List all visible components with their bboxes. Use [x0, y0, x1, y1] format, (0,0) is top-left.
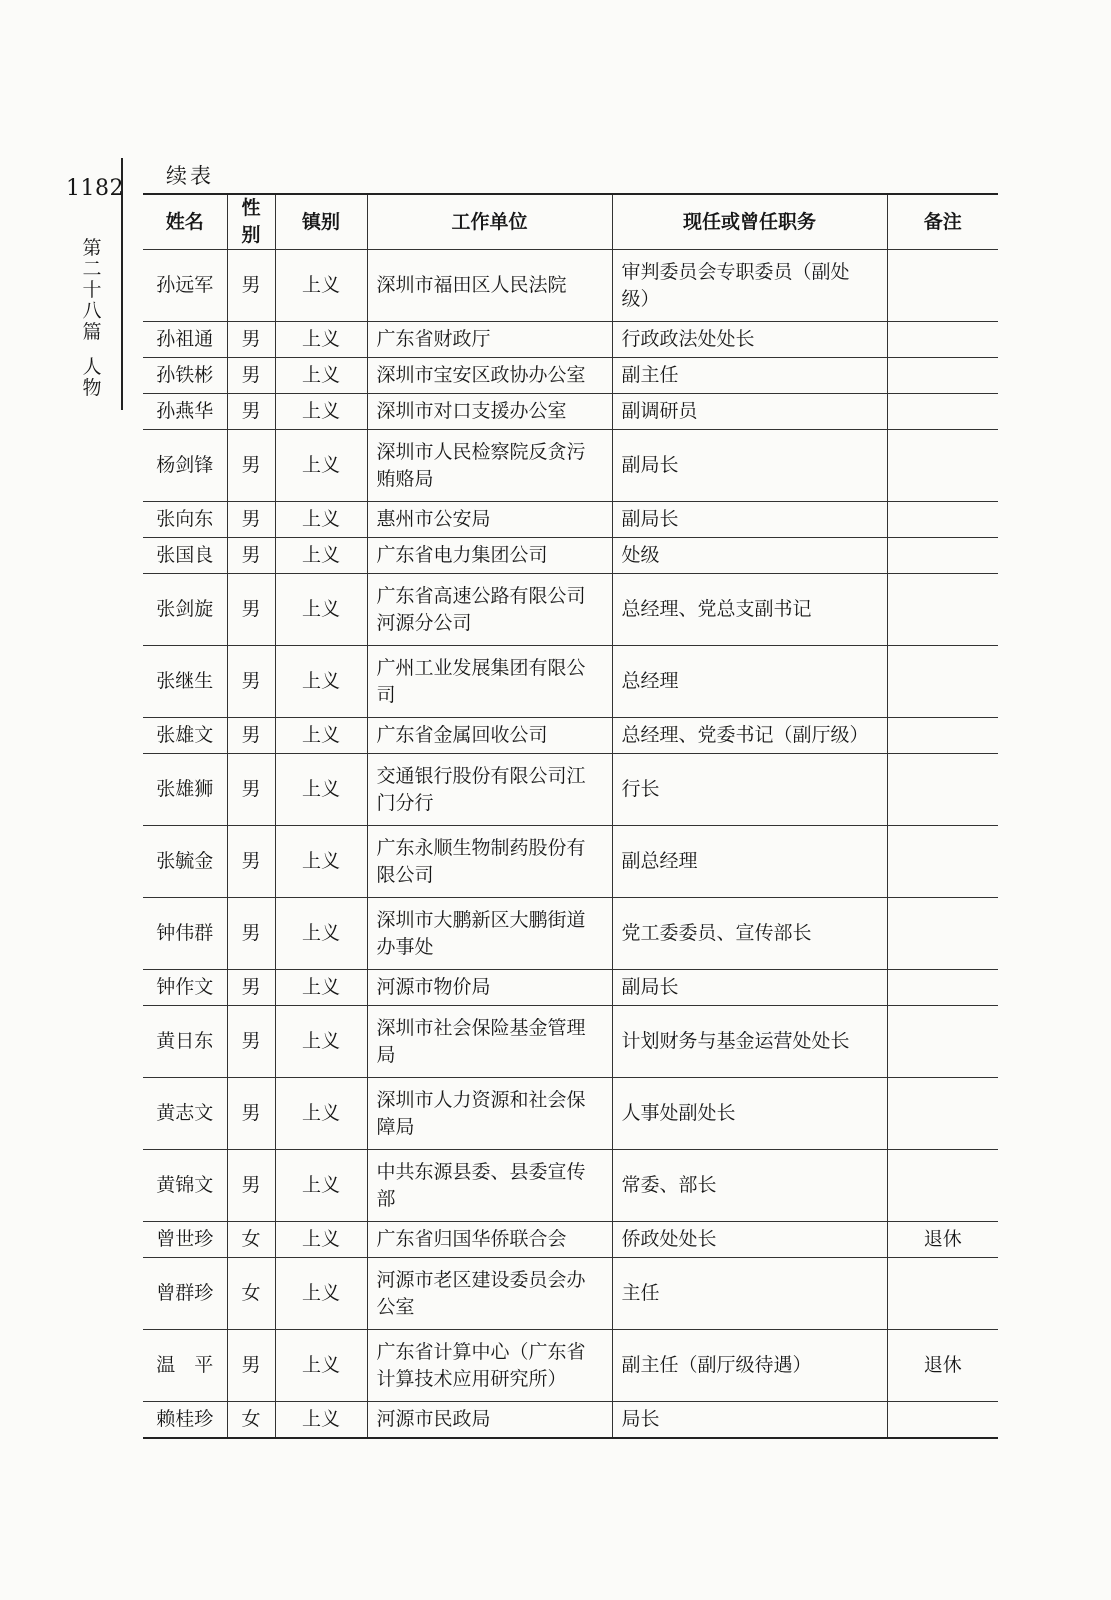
- section-heading-char: 二: [82, 258, 102, 280]
- cell-town: 上义: [275, 898, 367, 970]
- cell-sex: 女: [227, 1258, 275, 1330]
- cell-town: 上义: [275, 430, 367, 502]
- section-heading-char: 人: [82, 356, 102, 378]
- cell-position: 行政政法处处长: [612, 322, 887, 358]
- cell-position: 主任: [612, 1258, 887, 1330]
- table-row: [143, 358, 998, 394]
- cell-unit: 惠州市公安局: [367, 502, 612, 538]
- cell-town: 上义: [275, 646, 367, 718]
- cell-name: 张雄文: [143, 718, 227, 754]
- cell-position: 副局长: [612, 430, 887, 502]
- margin-rule: [121, 158, 123, 410]
- cell-unit: 深圳市人力资源和社会保障局: [367, 1078, 612, 1150]
- cell-note: [887, 1402, 998, 1439]
- cell-name: 曾世珍: [143, 1222, 227, 1258]
- cell-unit: 河源市物价局: [367, 970, 612, 1006]
- cell-position: 副主任（副厅级待遇）: [612, 1330, 887, 1402]
- cell-unit: 广东省高速公路有限公司河源分公司: [367, 574, 612, 646]
- cell-sex: 男: [227, 1330, 275, 1402]
- header-sex: 性别: [227, 194, 275, 250]
- table-header-row: [143, 194, 998, 250]
- table-row: [143, 250, 998, 322]
- cell-name: 孙祖通: [143, 322, 227, 358]
- table-row: [143, 1150, 998, 1222]
- table-row: [143, 826, 998, 898]
- table-row: [143, 718, 998, 754]
- cell-sex: 男: [227, 250, 275, 322]
- cell-name: 黄日东: [143, 1006, 227, 1078]
- cell-position: 副主任: [612, 358, 887, 394]
- cell-position: 局长: [612, 1402, 887, 1439]
- cell-position: 党工委委员、宣传部长: [612, 898, 887, 970]
- cell-name: 黄锦文: [143, 1150, 227, 1222]
- cell-name: 张毓金: [143, 826, 227, 898]
- cell-sex: 男: [227, 574, 275, 646]
- personnel-table: [143, 193, 998, 1439]
- table-row: [143, 1222, 998, 1258]
- table-caption: 续表: [166, 164, 214, 188]
- cell-unit: 深圳市大鹏新区大鹏街道办事处: [367, 898, 612, 970]
- cell-town: 上义: [275, 826, 367, 898]
- cell-note: [887, 754, 998, 826]
- cell-note: [887, 826, 998, 898]
- cell-town: 上义: [275, 1330, 367, 1402]
- table-row: [143, 1078, 998, 1150]
- cell-unit: 广东省电力集团公司: [367, 538, 612, 574]
- cell-sex: 男: [227, 394, 275, 430]
- cell-name: 孙远军: [143, 250, 227, 322]
- cell-town: 上义: [275, 358, 367, 394]
- cell-position: 副调研员: [612, 394, 887, 430]
- header-position: 现任或曾任职务: [612, 194, 887, 250]
- cell-sex: 男: [227, 1078, 275, 1150]
- cell-town: 上义: [275, 322, 367, 358]
- cell-town: 上义: [275, 1078, 367, 1150]
- cell-unit: 深圳市福田区人民法院: [367, 250, 612, 322]
- cell-name: 张向东: [143, 502, 227, 538]
- cell-note: [887, 1258, 998, 1330]
- cell-position: 审判委员会专职委员（副处级）: [612, 250, 887, 322]
- cell-town: 上义: [275, 754, 367, 826]
- cell-unit: 中共东源县委、县委宣传部: [367, 1150, 612, 1222]
- cell-town: 上义: [275, 574, 367, 646]
- cell-note: [887, 574, 998, 646]
- section-heading-char: 八: [82, 300, 102, 322]
- cell-town: 上义: [275, 1222, 367, 1258]
- cell-note: 退休: [887, 1222, 998, 1258]
- cell-position: 总经理、党委书记（副厅级）: [612, 718, 887, 754]
- section-heading-char: 篇: [82, 321, 102, 343]
- cell-position: 计划财务与基金运营处处长: [612, 1006, 887, 1078]
- section-heading-char: 十: [82, 279, 102, 301]
- cell-town: 上义: [275, 1150, 367, 1222]
- cell-note: [887, 250, 998, 322]
- table-body: [143, 250, 998, 1439]
- cell-note: [887, 646, 998, 718]
- cell-position: 副总经理: [612, 826, 887, 898]
- cell-sex: 男: [227, 826, 275, 898]
- cell-name: 钟作文: [143, 970, 227, 1006]
- cell-sex: 男: [227, 1006, 275, 1078]
- cell-town: 上义: [275, 718, 367, 754]
- cell-position: 行长: [612, 754, 887, 826]
- table-row: [143, 394, 998, 430]
- cell-unit: 广东省财政厅: [367, 322, 612, 358]
- cell-name: 张继生: [143, 646, 227, 718]
- cell-note: [887, 1006, 998, 1078]
- cell-unit: 广东省归国华侨联合会: [367, 1222, 612, 1258]
- cell-unit: 深圳市社会保险基金管理局: [367, 1006, 612, 1078]
- cell-position: 总经理: [612, 646, 887, 718]
- cell-town: 上义: [275, 394, 367, 430]
- cell-unit: 广东永顺生物制药股份有限公司: [367, 826, 612, 898]
- cell-sex: 女: [227, 1222, 275, 1258]
- cell-unit: 深圳市宝安区政协办公室: [367, 358, 612, 394]
- cell-note: 退休: [887, 1330, 998, 1402]
- cell-name: 张剑旋: [143, 574, 227, 646]
- cell-sex: 男: [227, 358, 275, 394]
- cell-note: [887, 970, 998, 1006]
- cell-sex: 男: [227, 646, 275, 718]
- cell-note: [887, 1078, 998, 1150]
- cell-position: 处级: [612, 538, 887, 574]
- cell-unit: 深圳市对口支援办公室: [367, 394, 612, 430]
- cell-unit: 广东省金属回收公司: [367, 718, 612, 754]
- cell-name: 张国良: [143, 538, 227, 574]
- cell-unit: 河源市老区建设委员会办公室: [367, 1258, 612, 1330]
- cell-unit: 广东省计算中心（广东省计算技术应用研究所）: [367, 1330, 612, 1402]
- cell-unit: 河源市民政局: [367, 1402, 612, 1439]
- header-town: 镇别: [275, 194, 367, 250]
- cell-sex: 男: [227, 502, 275, 538]
- cell-town: 上义: [275, 1402, 367, 1439]
- cell-name: 曾群珍: [143, 1258, 227, 1330]
- cell-name: 孙燕华: [143, 394, 227, 430]
- cell-unit: 交通银行股份有限公司江门分行: [367, 754, 612, 826]
- table-row: [143, 970, 998, 1006]
- cell-town: 上义: [275, 502, 367, 538]
- cell-sex: 男: [227, 970, 275, 1006]
- cell-name: 杨剑锋: [143, 430, 227, 502]
- page-number: 1182: [66, 176, 124, 201]
- cell-note: [887, 502, 998, 538]
- cell-sex: 男: [227, 898, 275, 970]
- table-row: [143, 1402, 998, 1439]
- cell-sex: 男: [227, 1150, 275, 1222]
- section-heading-gap: [81, 343, 103, 357]
- cell-town: 上义: [275, 1006, 367, 1078]
- cell-town: 上义: [275, 250, 367, 322]
- cell-sex: 男: [227, 754, 275, 826]
- section-heading: [81, 238, 103, 399]
- table-row: [143, 1258, 998, 1330]
- cell-note: [887, 718, 998, 754]
- cell-note: [887, 430, 998, 502]
- cell-town: 上义: [275, 970, 367, 1006]
- section-heading-char: 第: [82, 237, 102, 259]
- table-row: [143, 1330, 998, 1402]
- table-row: [143, 502, 998, 538]
- cell-note: [887, 394, 998, 430]
- cell-unit: 深圳市人民检察院反贪污贿赂局: [367, 430, 612, 502]
- cell-town: 上义: [275, 1258, 367, 1330]
- table-row: [143, 322, 998, 358]
- cell-note: [887, 358, 998, 394]
- cell-position: 总经理、党总支副书记: [612, 574, 887, 646]
- table-row: [143, 1006, 998, 1078]
- cell-note: [887, 322, 998, 358]
- cell-note: [887, 898, 998, 970]
- cell-sex: 男: [227, 718, 275, 754]
- cell-position: 人事处副处长: [612, 1078, 887, 1150]
- cell-position: 侨政处处长: [612, 1222, 887, 1258]
- cell-name: 钟伟群: [143, 898, 227, 970]
- cell-name: 张雄狮: [143, 754, 227, 826]
- cell-sex: 男: [227, 322, 275, 358]
- cell-unit: 广州工业发展集团有限公司: [367, 646, 612, 718]
- table-row: [143, 898, 998, 970]
- header-note: 备注: [887, 194, 998, 250]
- table-row: [143, 646, 998, 718]
- cell-town: 上义: [275, 538, 367, 574]
- table-row: [143, 574, 998, 646]
- cell-name: 温 平: [143, 1330, 227, 1402]
- section-heading-char: 物: [82, 377, 102, 399]
- cell-note: [887, 538, 998, 574]
- header-unit: 工作单位: [367, 194, 612, 250]
- table-row: [143, 430, 998, 502]
- cell-sex: 男: [227, 538, 275, 574]
- header-name: 姓名: [143, 194, 227, 250]
- cell-position: 副局长: [612, 502, 887, 538]
- cell-name: 孙铁彬: [143, 358, 227, 394]
- cell-name: 赖桂珍: [143, 1402, 227, 1439]
- cell-position: 常委、部长: [612, 1150, 887, 1222]
- cell-position: 副局长: [612, 970, 887, 1006]
- cell-sex: 男: [227, 430, 275, 502]
- cell-sex: 女: [227, 1402, 275, 1439]
- table-row: [143, 538, 998, 574]
- table-row: [143, 754, 998, 826]
- cell-name: 黄志文: [143, 1078, 227, 1150]
- cell-note: [887, 1150, 998, 1222]
